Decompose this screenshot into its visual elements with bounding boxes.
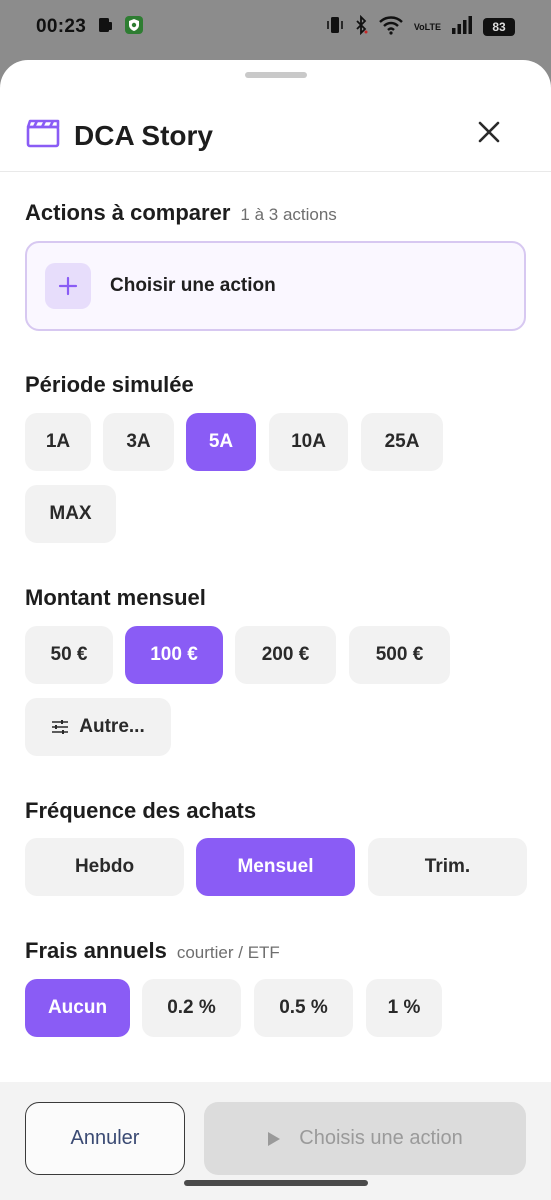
fees-hint: courtier / ETF [176,943,280,962]
period-chip-25a[interactable]: 25A [361,413,443,471]
status-left [36,15,144,40]
plus-icon [45,263,91,309]
status-bar [0,0,551,62]
signal-icon [451,15,473,40]
volte-indicator: VoLTE [413,21,441,32]
choose-stock-button[interactable] [25,241,526,331]
bluetooth-icon [354,15,368,40]
period-chip-max[interactable]: MAX [25,485,116,543]
battery-icon: 83 [483,18,515,36]
start-story-label: Choisis une action [299,1127,463,1149]
play-icon [267,1131,281,1147]
cancel-button[interactable]: Annuler [25,1102,185,1175]
bottom-sheet [0,60,551,1200]
period-section-title: Période simulée [25,372,194,397]
amount-other-label: Autre... [79,716,145,737]
close-button[interactable] [471,116,507,152]
security-app-icon [124,15,144,40]
close-icon [477,120,501,149]
frequency-chip-mensuel[interactable]: Mensuel [196,838,355,896]
frequency-section-title: Fréquence des achats [25,798,257,823]
stocks-hint: 1 à 3 actions [240,205,337,224]
period-chip-5a[interactable]: 5A [186,413,256,471]
start-story-button[interactable] [204,1102,526,1175]
amount-chip-50[interactable]: 50 € [25,626,113,684]
fees-chip-0-2[interactable]: 0.2 % [142,979,241,1037]
amount-chip-100[interactable]: 100 € [125,626,223,684]
vibrate-icon [326,15,344,40]
fees-section-title [25,938,280,964]
frequency-chip-trim[interactable]: Trim. [368,838,527,896]
sheet-drag-handle[interactable] [245,72,307,78]
amount-chip-200[interactable]: 200 € [235,626,336,684]
fees-chip-0-5[interactable]: 0.5 % [254,979,353,1037]
amount-other-button[interactable] [25,698,171,756]
status-right [326,15,515,40]
sliders-icon [51,719,69,735]
period-chip-1a[interactable]: 1A [25,413,91,471]
choose-stock-label: Choisir une action [110,275,276,296]
amount-chip-500[interactable]: 500 € [349,626,450,684]
period-chip-10a[interactable]: 10A [269,413,348,471]
frequency-chip-hebdo[interactable]: Hebdo [25,838,184,896]
fees-chip-1[interactable]: 1 % [366,979,442,1037]
fees-chip-aucun[interactable]: Aucun [25,979,130,1037]
stocks-title: Actions à comparer [25,200,231,225]
amount-section-title: Montant mensuel [25,585,206,610]
home-indicator[interactable] [184,1180,368,1186]
wifi-icon [378,15,404,40]
sim-card-icon [96,16,114,39]
period-chip-3a[interactable]: 3A [103,413,174,471]
sheet-header [0,100,551,172]
status-time: 00:23 [36,16,87,37]
clapperboard-icon [26,118,60,153]
fees-title: Frais annuels [25,938,167,963]
page-title: DCA Story [74,119,213,151]
stocks-section-title [25,200,337,226]
